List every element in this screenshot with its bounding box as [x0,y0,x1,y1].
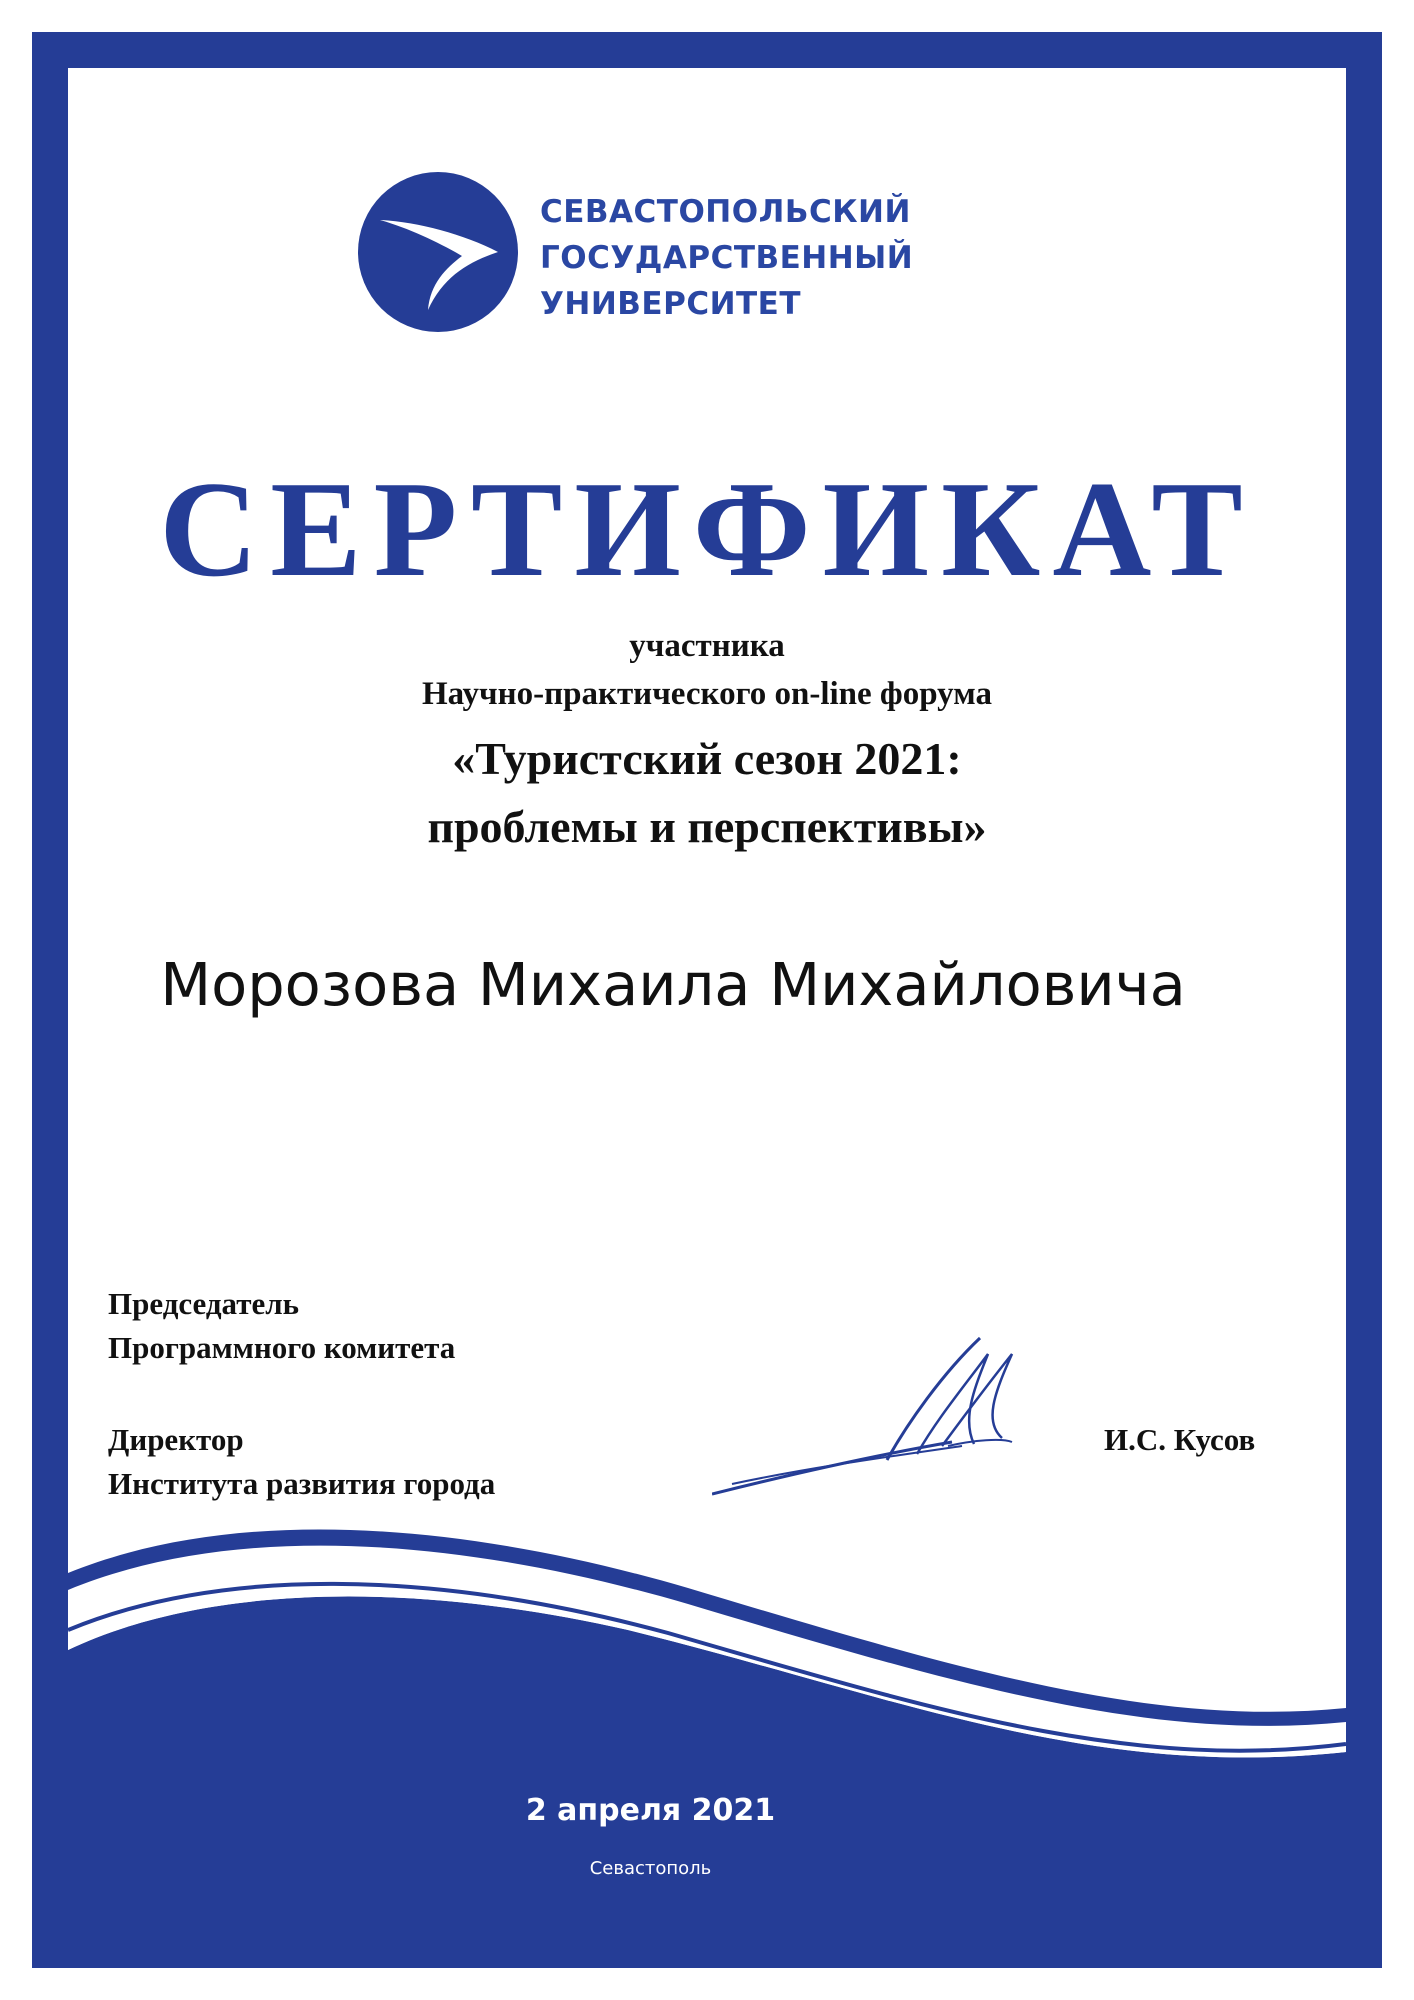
university-name-line3: УНИВЕРСИТЕТ [540,286,801,322]
event-name-line1: «Туристский сезон 2021: [452,733,962,784]
certificate-title: СЕРТИФИКАТ [159,453,1255,605]
event-type: Научно-практического on-line форума [421,676,992,712]
university-name-line2: ГОСУДАРСТВЕННЫЙ [540,240,914,276]
chair-title-line2: Программного комитета [108,1330,456,1365]
signer-name: И.С. Кусов [1104,1422,1256,1457]
university-logo [358,172,1078,392]
university-name-line1: СЕВАСТОПОЛЬСКИЙ [540,194,911,230]
university-emblem-icon [358,172,518,332]
chair-title-line1: Председатель [108,1286,300,1321]
event-name-line2: проблемы и перспективы» [427,801,987,852]
certificate-date: 2 апреля 2021 [525,1793,776,1828]
director-title-line2: Института развития города [108,1466,496,1501]
director-title-line1: Директор [108,1422,244,1457]
certificate-role: участника [629,628,785,664]
signature-drawing [712,1334,1032,1504]
recipient-name: Морозова Михаила Михайловича [160,950,1186,1019]
certificate-city: Севастополь [589,1858,712,1879]
